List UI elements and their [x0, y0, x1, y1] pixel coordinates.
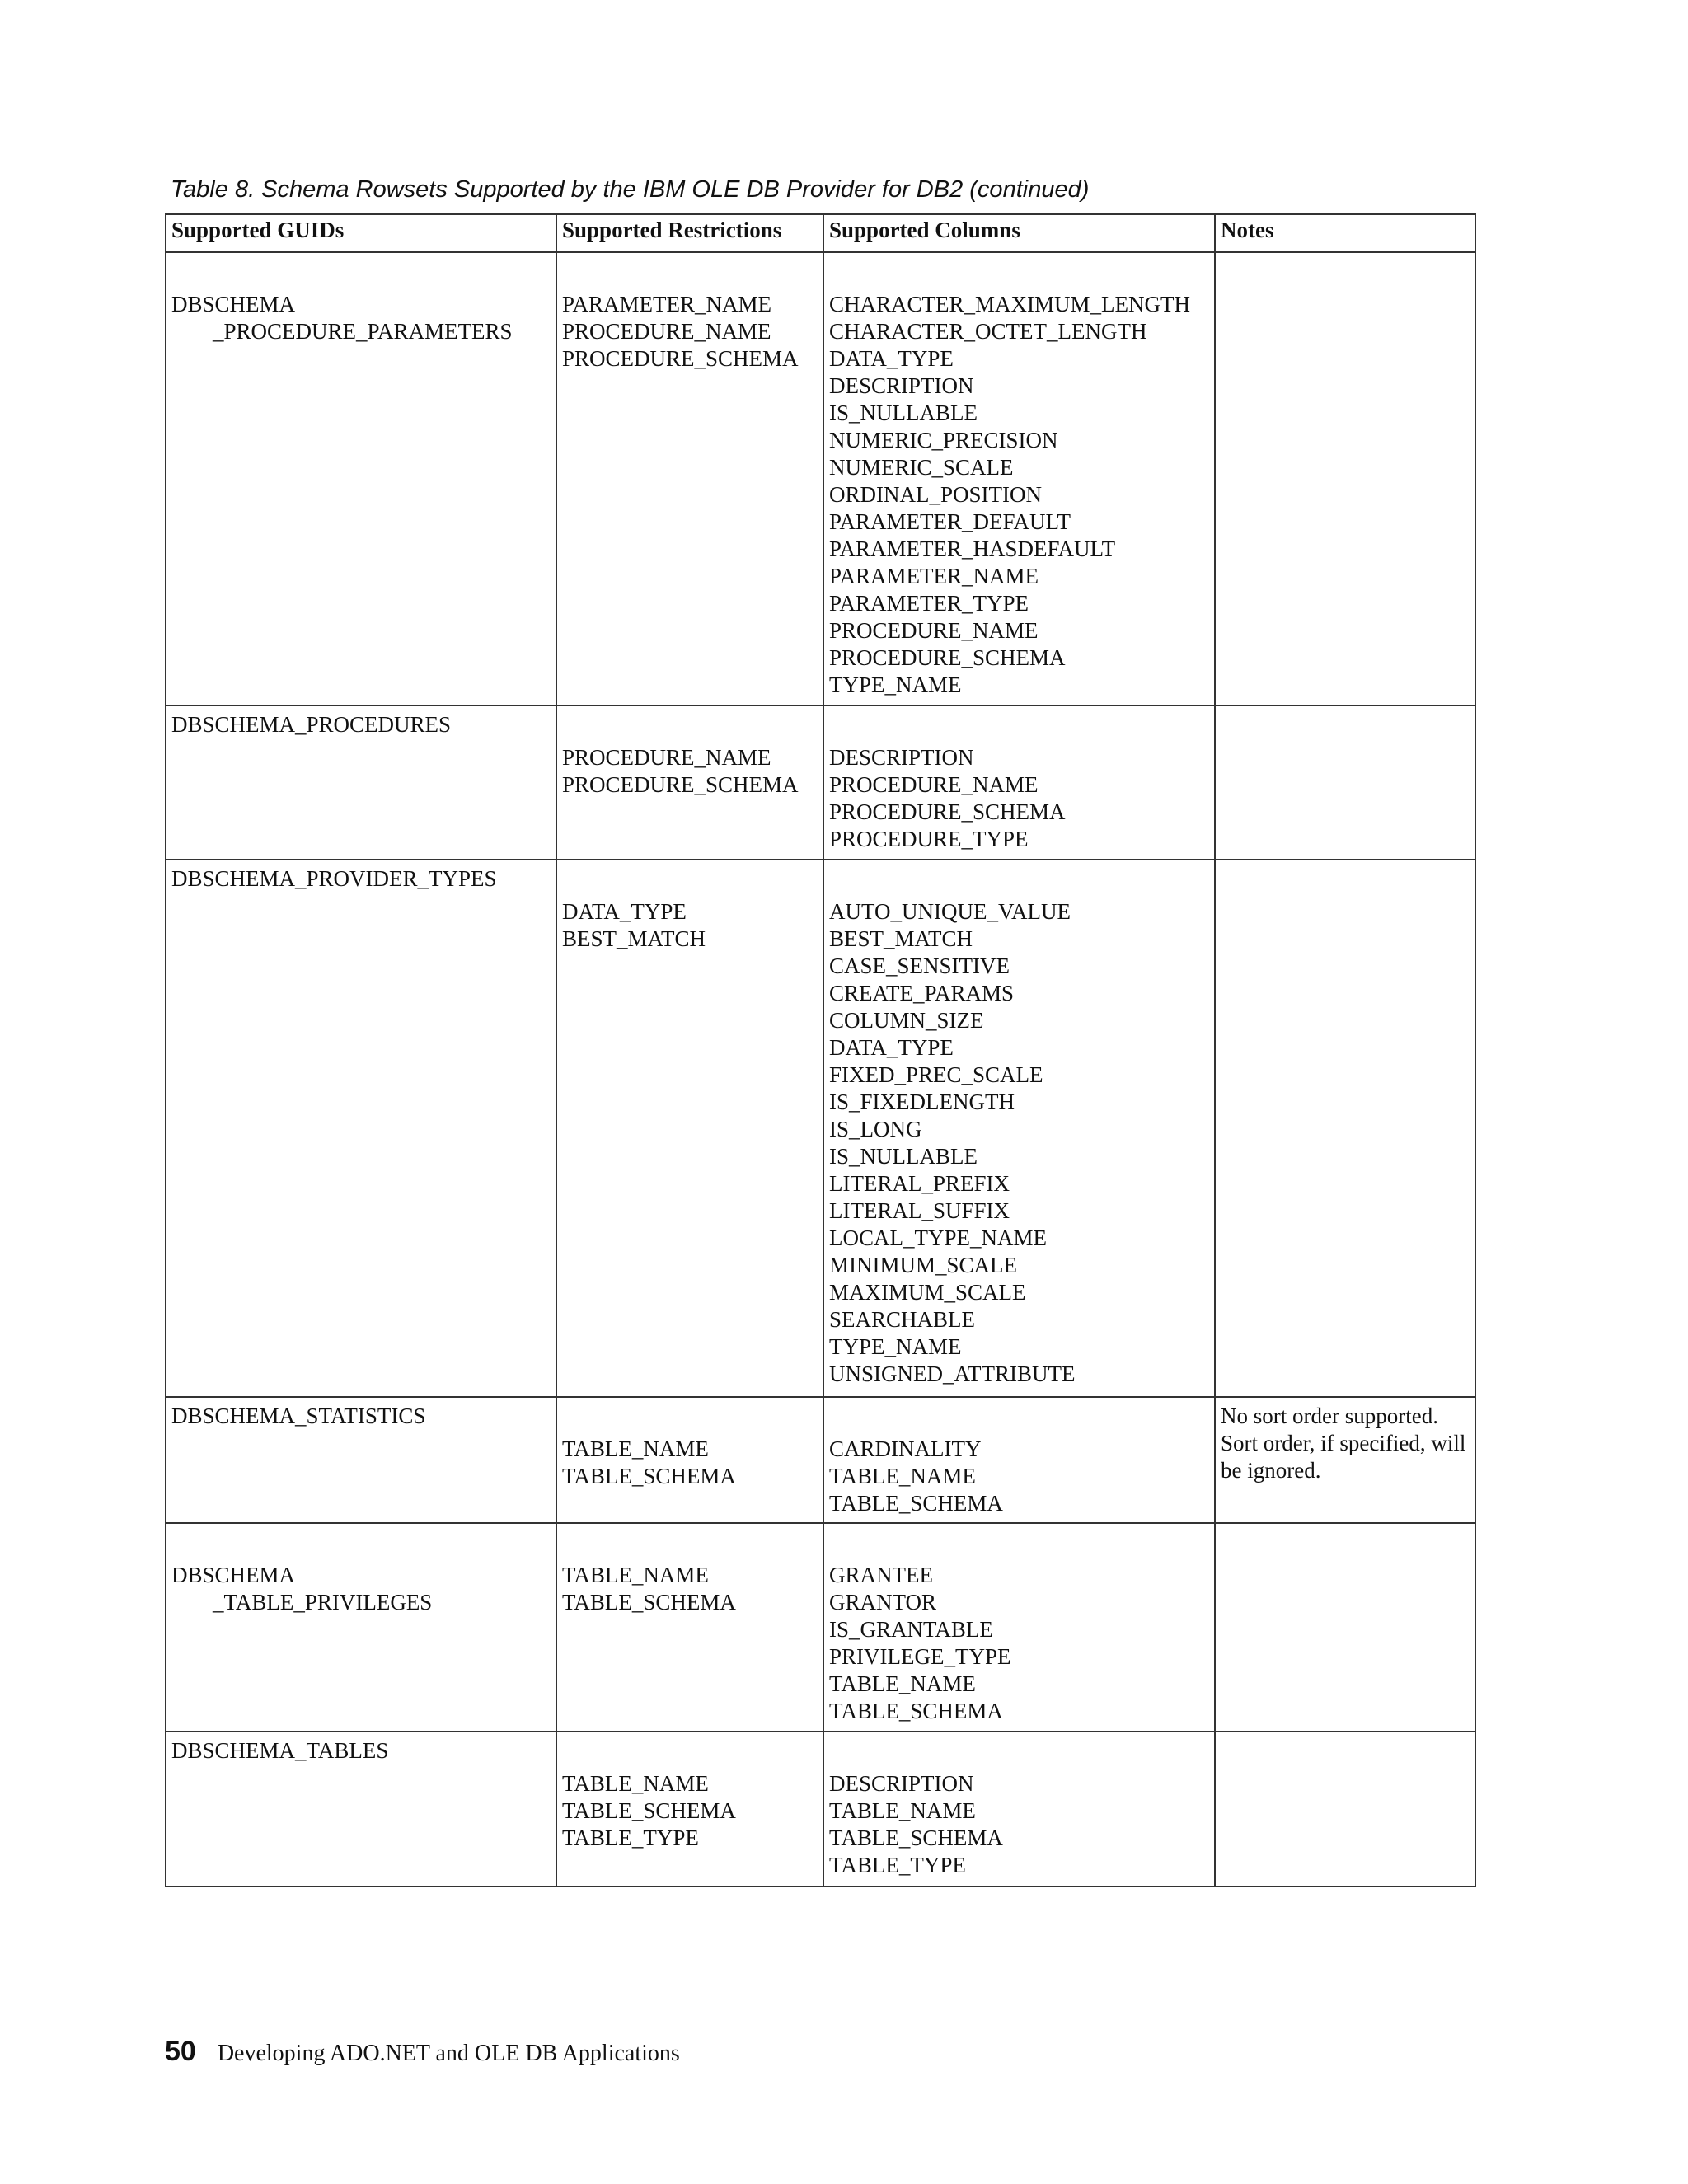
- restriction-item: PROCEDURE_NAME: [562, 745, 771, 770]
- restriction-item: TABLE_SCHEMA: [562, 1590, 736, 1615]
- page-footer: [165, 2036, 680, 2068]
- column-item: PARAMETER_HASDEFAULT: [829, 537, 1116, 561]
- column-item: MINIMUM_SCALE: [829, 1253, 1018, 1277]
- notes-cell: [1215, 860, 1475, 1397]
- column-item: CREATE_PARAMS: [829, 981, 1015, 1005]
- column-item: PROCEDURE_TYPE: [829, 827, 1029, 851]
- column-item: DATA_TYPE: [829, 1035, 954, 1060]
- guid-cell: [166, 1523, 556, 1732]
- column-item: TABLE_SCHEMA: [829, 1825, 1003, 1850]
- guid-text: DBSCHEMA_STATISTICS: [171, 1404, 426, 1428]
- header-restrictions: Supported Restrictions: [556, 214, 823, 252]
- column-item: LOCAL_TYPE_NAME: [829, 1226, 1047, 1250]
- column-item: TABLE_NAME: [829, 1671, 976, 1696]
- column-item: MAXIMUM_SCALE: [829, 1280, 1026, 1305]
- guid-cell: [166, 705, 556, 860]
- guid-cell: [166, 1397, 556, 1523]
- restrictions-cell: [556, 1732, 823, 1886]
- column-item: PRIVILEGE_TYPE: [829, 1644, 1011, 1669]
- column-item: NUMERIC_SCALE: [829, 455, 1014, 480]
- restriction-item: PROCEDURE_SCHEMA: [562, 346, 799, 371]
- column-item: GRANTOR: [829, 1590, 937, 1615]
- column-item: LITERAL_PREFIX: [829, 1171, 1010, 1196]
- column-item: BEST_MATCH: [829, 926, 973, 951]
- header-notes: Notes: [1215, 214, 1475, 252]
- column-item: DESCRIPTION: [829, 373, 974, 398]
- column-item: IS_NULLABLE: [829, 1144, 978, 1169]
- column-item: PROCEDURE_SCHEMA: [829, 645, 1066, 670]
- notes-cell: [1215, 1523, 1475, 1732]
- table-row: [166, 1732, 1475, 1886]
- guid-text: DBSCHEMA_PROCEDURES: [171, 712, 452, 737]
- guid-text-continued: _PROCEDURE_PARAMETERS: [213, 319, 513, 344]
- columns-cell: [823, 1523, 1215, 1732]
- columns-cell: [823, 1397, 1215, 1523]
- column-item: CHARACTER_OCTET_LENGTH: [829, 319, 1147, 344]
- column-item: UNSIGNED_ATTRIBUTE: [829, 1361, 1076, 1386]
- restriction-item: TABLE_SCHEMA: [562, 1464, 736, 1488]
- schema-rowsets-table: [165, 213, 1476, 1887]
- restriction-item: PROCEDURE_NAME: [562, 319, 771, 344]
- guid-cell: [166, 1732, 556, 1886]
- restrictions-cell: [556, 1523, 823, 1732]
- column-item: GRANTEE: [829, 1563, 933, 1587]
- restriction-item: PARAMETER_NAME: [562, 292, 772, 316]
- table-caption: Table 8. Schema Rowsets Supported by the IBM OLE DB Provider for DB2 (continued): [171, 176, 1090, 203]
- column-item: PROCEDURE_NAME: [829, 772, 1039, 797]
- column-item: IS_LONG: [829, 1117, 922, 1141]
- guid-cell: [166, 252, 556, 705]
- column-item: AUTO_UNIQUE_VALUE: [829, 899, 1071, 924]
- table-row: [166, 860, 1475, 1397]
- notes-cell: [1215, 1732, 1475, 1886]
- restriction-item: TABLE_NAME: [562, 1436, 709, 1461]
- column-item: PARAMETER_NAME: [829, 564, 1039, 588]
- column-item: TABLE_SCHEMA: [829, 1491, 1003, 1516]
- column-item: CHARACTER_MAXIMUM_LENGTH: [829, 292, 1190, 316]
- column-item: NUMERIC_PRECISION: [829, 428, 1058, 452]
- guid-cell: [166, 860, 556, 1397]
- column-item: TABLE_TYPE: [829, 1853, 966, 1877]
- notes-cell: [1215, 705, 1475, 860]
- column-item: TYPE_NAME: [829, 1334, 962, 1359]
- restriction-item: DATA_TYPE: [562, 899, 687, 924]
- note-text: No sort order supported. Sort order, if specified, will be ignored.: [1221, 1404, 1466, 1483]
- column-item: PARAMETER_DEFAULT: [829, 509, 1071, 534]
- notes-cell: [1215, 252, 1475, 705]
- columns-cell: [823, 860, 1215, 1397]
- restriction-item: TABLE_NAME: [562, 1563, 709, 1587]
- guid-text: DBSCHEMA_TABLES: [171, 1738, 389, 1763]
- table-row: [166, 705, 1475, 860]
- column-item: COLUMN_SIZE: [829, 1008, 984, 1033]
- column-item: PROCEDURE_NAME: [829, 618, 1039, 643]
- column-item: DESCRIPTION: [829, 745, 974, 770]
- table-row: [166, 1523, 1475, 1732]
- restrictions-cell: [556, 252, 823, 705]
- column-item: PROCEDURE_SCHEMA: [829, 799, 1066, 824]
- column-item: TABLE_NAME: [829, 1464, 976, 1488]
- column-item: CARDINALITY: [829, 1436, 982, 1461]
- guid-text: DBSCHEMA: [171, 1563, 296, 1587]
- restriction-item: BEST_MATCH: [562, 926, 706, 951]
- columns-cell: [823, 1732, 1215, 1886]
- column-item: LITERAL_SUFFIX: [829, 1198, 1010, 1223]
- table-row: [166, 252, 1475, 705]
- columns-cell: [823, 252, 1215, 705]
- footer-book-title: Developing ADO.NET and OLE DB Applications: [217, 2041, 680, 2066]
- restriction-item: PROCEDURE_SCHEMA: [562, 772, 799, 797]
- page-number: 50: [165, 2036, 196, 2067]
- column-item: CASE_SENSITIVE: [829, 954, 1010, 978]
- restriction-item: TABLE_SCHEMA: [562, 1798, 736, 1823]
- table-row: [166, 1397, 1475, 1523]
- guid-text: DBSCHEMA: [171, 292, 296, 316]
- notes-cell: [1215, 1397, 1475, 1523]
- columns-cell: [823, 705, 1215, 860]
- column-item: IS_FIXEDLENGTH: [829, 1090, 1015, 1114]
- column-item: DESCRIPTION: [829, 1771, 974, 1796]
- restrictions-cell: [556, 860, 823, 1397]
- restriction-item: TABLE_TYPE: [562, 1825, 699, 1850]
- header-guids: Supported GUIDs: [166, 214, 556, 252]
- column-item: SEARCHABLE: [829, 1307, 976, 1332]
- column-item: DATA_TYPE: [829, 346, 954, 371]
- column-item: PARAMETER_TYPE: [829, 591, 1029, 616]
- column-item: FIXED_PREC_SCALE: [829, 1062, 1043, 1087]
- column-item: TABLE_NAME: [829, 1798, 976, 1823]
- column-item: ORDINAL_POSITION: [829, 482, 1042, 507]
- restriction-item: TABLE_NAME: [562, 1771, 709, 1796]
- restrictions-cell: [556, 1397, 823, 1523]
- table-header-row: [166, 214, 1475, 252]
- column-item: IS_NULLABLE: [829, 401, 978, 425]
- guid-text-continued: _TABLE_PRIVILEGES: [213, 1590, 433, 1615]
- column-item: TABLE_SCHEMA: [829, 1699, 1003, 1723]
- header-columns: Supported Columns: [823, 214, 1215, 252]
- guid-text: DBSCHEMA_PROVIDER_TYPES: [171, 866, 497, 891]
- restrictions-cell: [556, 705, 823, 860]
- column-item: TYPE_NAME: [829, 673, 962, 697]
- column-item: IS_GRANTABLE: [829, 1617, 993, 1642]
